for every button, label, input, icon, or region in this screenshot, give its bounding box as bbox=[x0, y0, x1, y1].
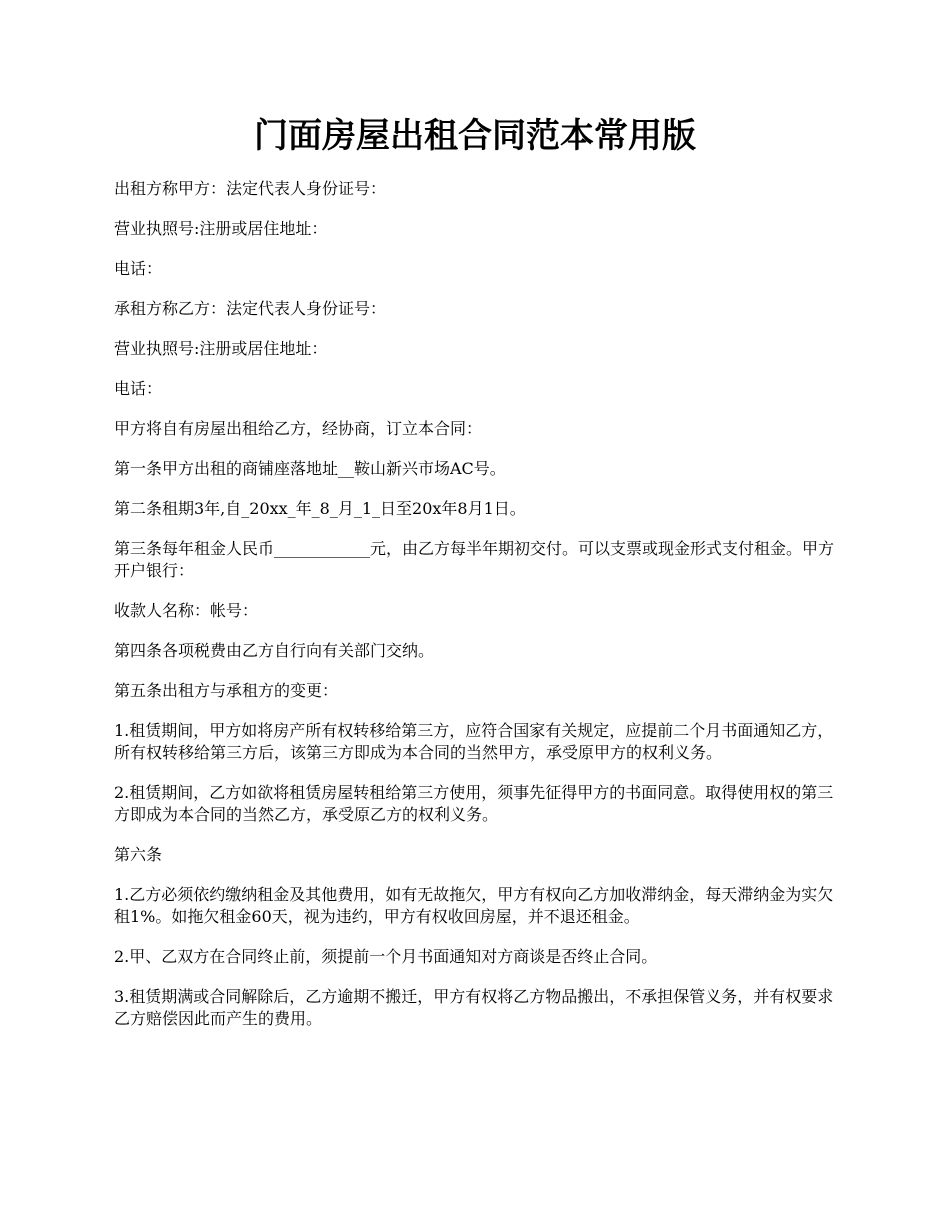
paragraph-lessor-phone: 电话： bbox=[114, 259, 163, 278]
paragraph-lessor-license: 营业执照号:注册或居住地址： bbox=[114, 219, 328, 238]
paragraph-article-5-item-1: 1.租赁期间，甲方如将房产所有权转移给第三方，应符合国家有关规定，应提前二个月书面通知乙方，所有权转移给第三方后，该第三方即成为本合同的当然甲方，承受原甲方的权利义务。 bbox=[114, 721, 834, 762]
paragraph-article-4: 第四条各项税费由乙方自行向有关部门交纳。 bbox=[114, 641, 435, 660]
paragraph-article-6: 第六条 bbox=[114, 845, 163, 864]
paragraph-lessee-license: 营业执照号:注册或居住地址： bbox=[114, 339, 328, 358]
paragraph-article-2: 第二条租期3年,自_20xx_年_8_月_1_日至20x年8月1日。 bbox=[114, 499, 526, 518]
paragraph-article-6-item-3: 3.租赁期满或合同解除后，乙方逾期不搬迁，甲方有权将乙方物品搬出，不承担保管义务，并有权要求乙方赔偿因此而产生的费用。 bbox=[114, 987, 834, 1028]
paragraph-preamble: 甲方将自有房屋出租给乙方，经协商，订立本合同： bbox=[114, 419, 483, 438]
document-body bbox=[114, 178, 838, 1048]
paragraph-lessee: 承租方称乙方：法定代表人身份证号： bbox=[114, 299, 387, 318]
paragraph-article-6-item-1: 1.乙方必须依约缴纳租金及其他费用，如有无故拖欠，甲方有权向乙方加收滞纳金，每天滞纳金为实欠租1%。如拖欠租金60天，视为违约，甲方有权收回房屋，并不退还租金。 bbox=[114, 885, 834, 926]
paragraph-lessor: 出租方称甲方：法定代表人身份证号： bbox=[114, 179, 387, 198]
paragraph-payee: 收款人名称：帐号： bbox=[114, 601, 259, 620]
paragraph-article-6-item-2: 2.甲、乙双方在合同终止前，须提前一个月书面通知对方商谈是否终止合同。 bbox=[114, 947, 658, 966]
paragraph-article-5-item-2: 2.租赁期间，乙方如欲将租赁房屋转租给第三方使用，须事先征得甲方的书面同意。取得使用权的第三方即成为本合同的当然乙方，承受原乙方的权利义务。 bbox=[114, 783, 834, 824]
paragraph-article-5: 第五条出租方与承租方的变更： bbox=[114, 681, 339, 700]
paragraph-article-3: 第三条每年租金人民币____________元，由乙方每半年期初交付。可以支票或现金形式支付租金。甲方开户银行： bbox=[114, 539, 835, 580]
paragraph-article-1: 第一条甲方出租的商铺座落地址__鞍山新兴市场AC号。 bbox=[114, 459, 506, 478]
paragraph-lessee-phone: 电话： bbox=[114, 379, 163, 398]
document-title: 门面房屋出租合同范本常用版 bbox=[254, 116, 696, 156]
